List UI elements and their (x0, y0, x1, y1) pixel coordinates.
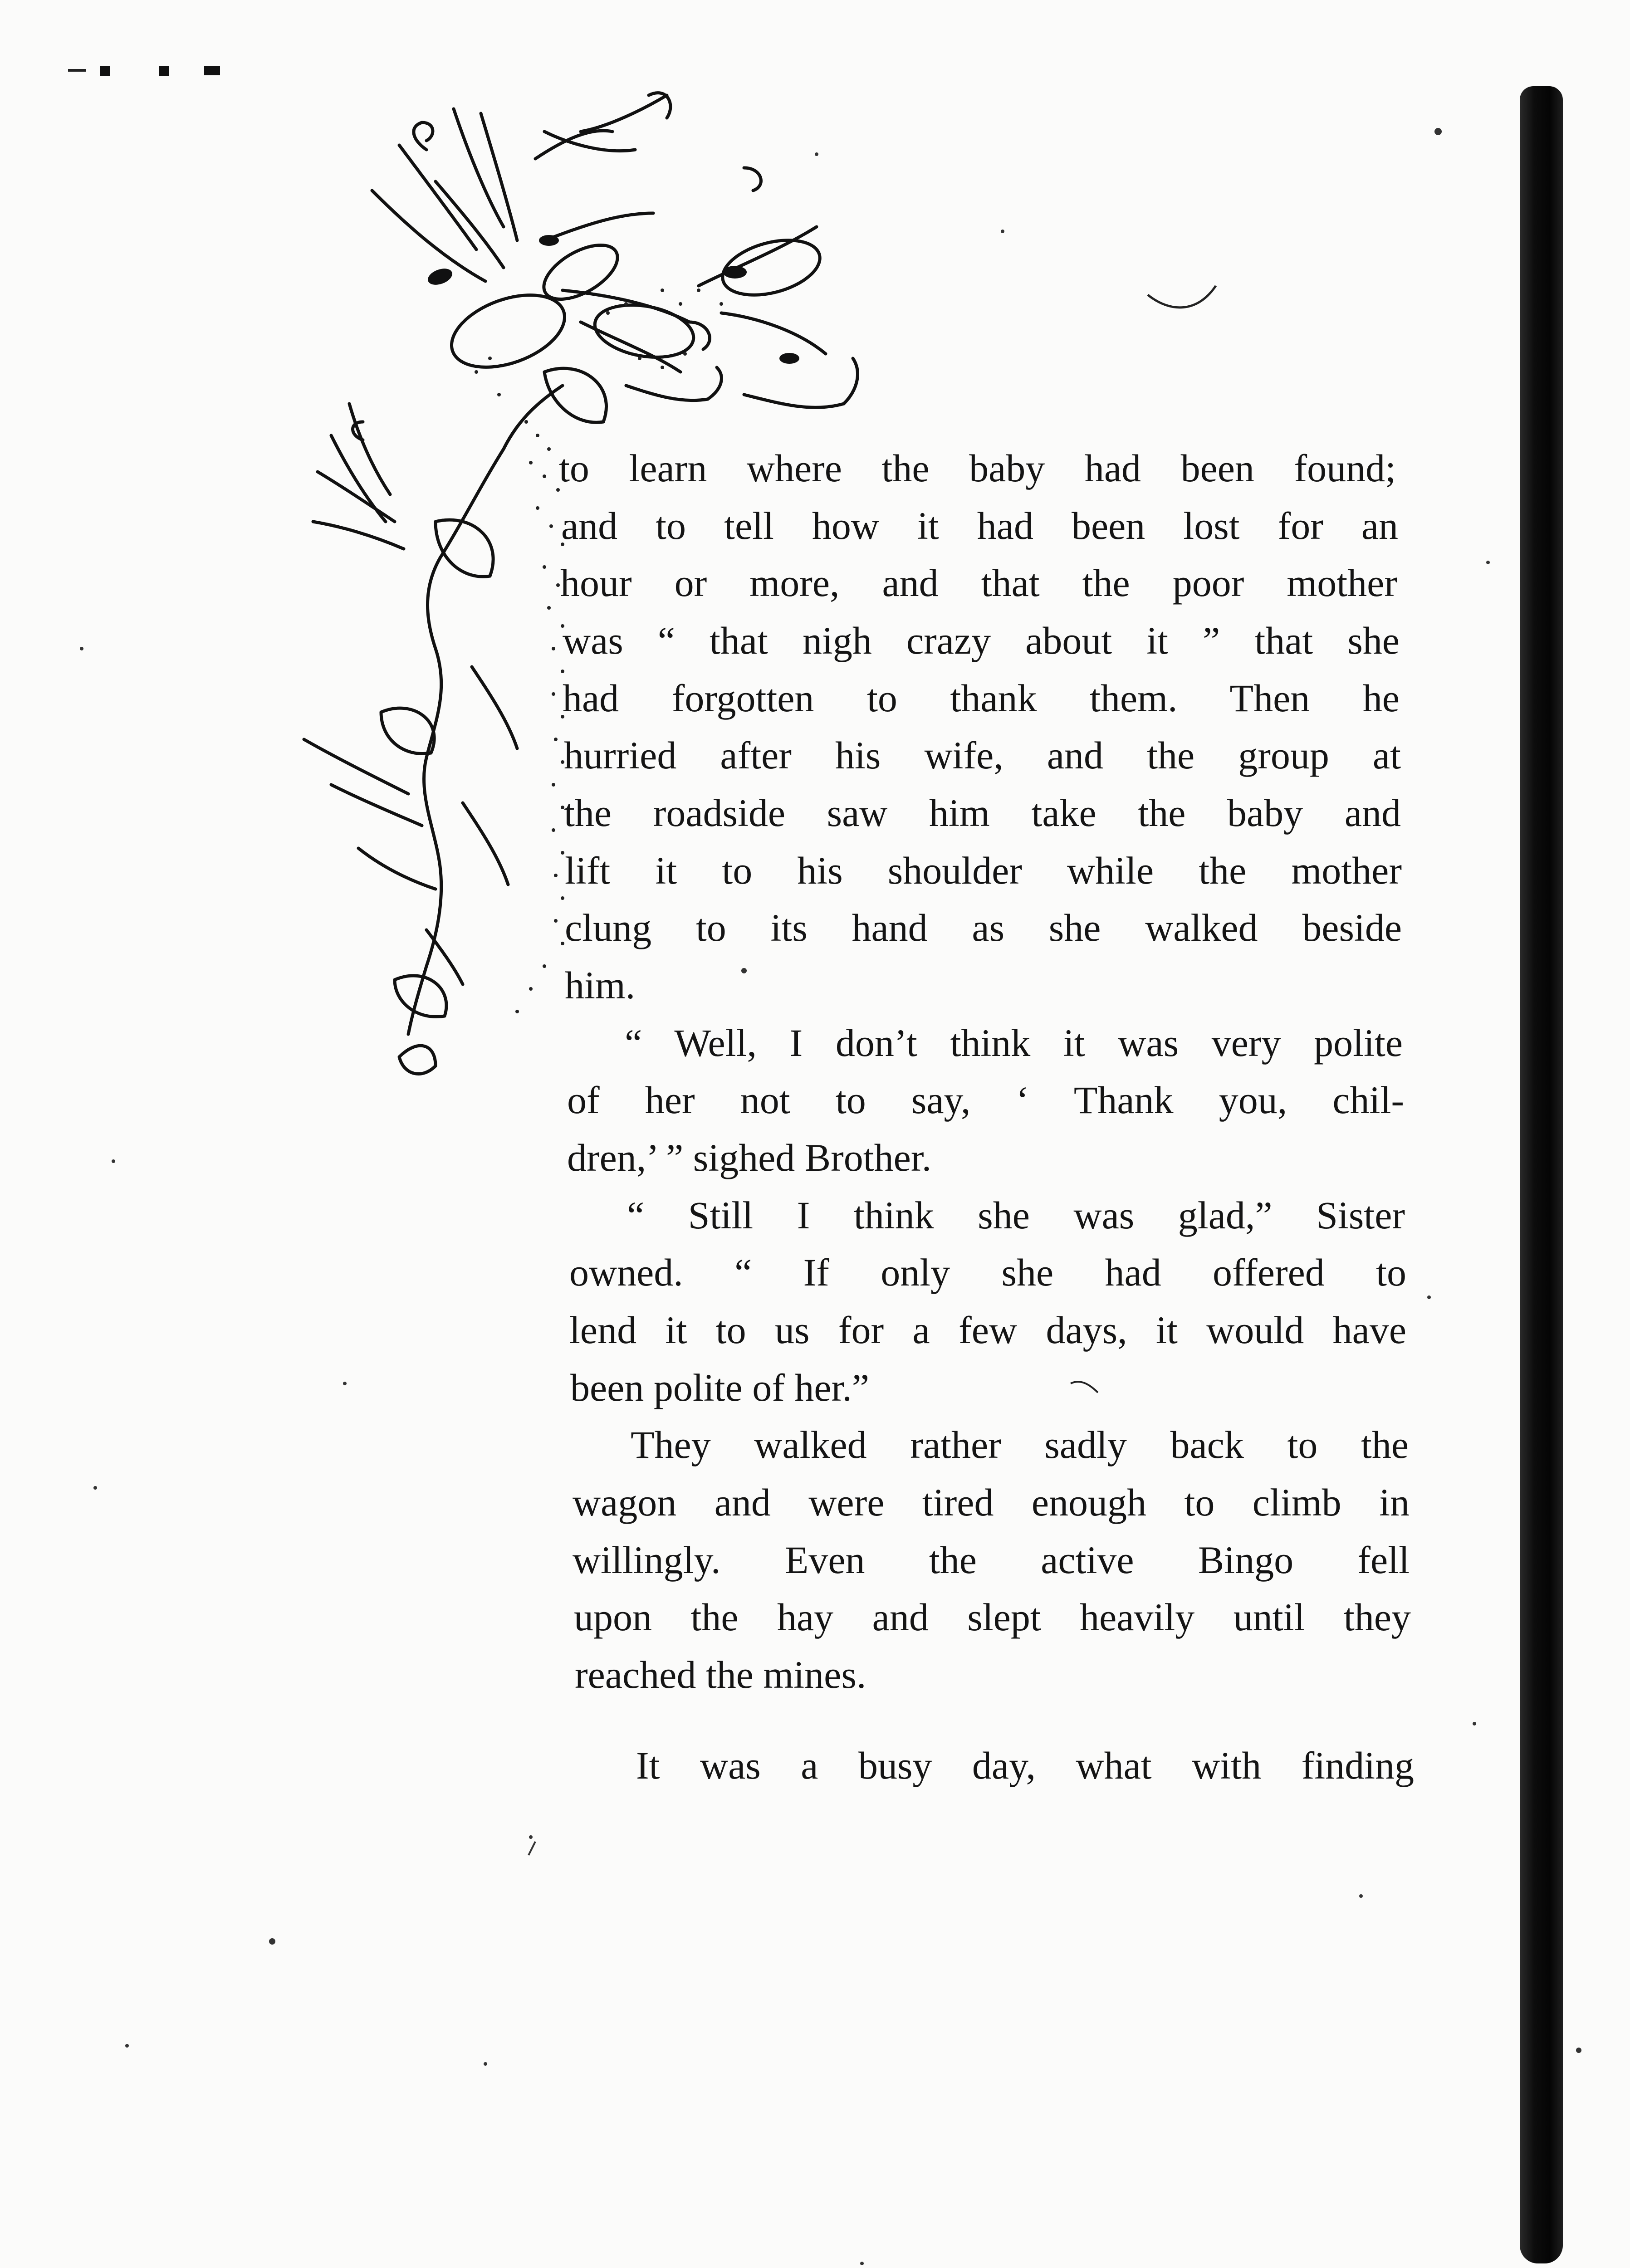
text-line: It was a busy day, what with finding (636, 1744, 1414, 1787)
text-line: reached the mines. (575, 1653, 866, 1696)
text-line: owned. “ If only she had offered to (569, 1251, 1406, 1294)
text-line: of her not to say, ‘ Thank you, chil- (567, 1078, 1404, 1122)
binding-shadow (1520, 86, 1563, 2263)
text-line: hurried after his wife, and the group at (564, 733, 1401, 777)
text-line: “ Still I think she was glad,” Sister (627, 1193, 1405, 1237)
text-line: willingly. Even the active Bingo fell (573, 1538, 1410, 1582)
text-line: been polite of her.” (570, 1366, 870, 1409)
text-line: upon the hay and slept heavily until they (574, 1595, 1411, 1639)
text-line: wagon and were tired enough to climb in (573, 1481, 1410, 1524)
text-line: dren,’ ” sighed Brother. (567, 1136, 932, 1179)
text-line: lend it to us for a few days, it would have (569, 1308, 1406, 1352)
text-line: and to tell how it had been lost for an (561, 504, 1398, 547)
text-line: the roadside saw him take the baby and (564, 791, 1401, 835)
text-line: “ Well, I don’t think it was very polite (625, 1021, 1403, 1065)
text-line: had forgotten to thank them. Then he (563, 676, 1400, 720)
text-line: to learn where the baby had been found; (559, 446, 1396, 490)
text-line: was “ that nigh crazy about it ” that she (563, 619, 1400, 662)
text-line: clung to its hand as she walked beside (565, 906, 1402, 949)
text-line: They walked rather sadly back to the (631, 1423, 1409, 1466)
text-line: him. (565, 963, 636, 1007)
text-line: lift it to his shoulder while the mother (565, 849, 1402, 892)
text-line: hour or more, and that the poor mother (560, 561, 1397, 605)
